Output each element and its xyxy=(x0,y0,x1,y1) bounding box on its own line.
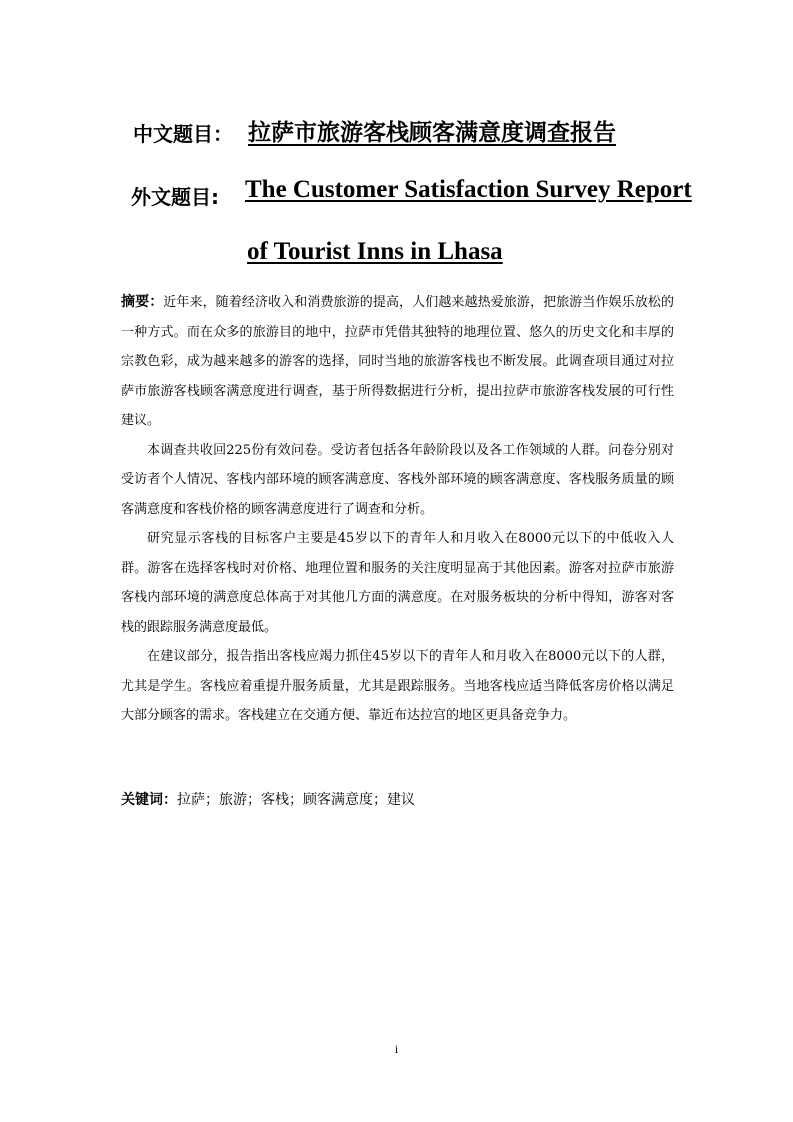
english-title-line2: of Tourist Inns in Lhasa xyxy=(247,238,503,265)
chinese-title-row xyxy=(0,114,793,148)
english-title-row-2 xyxy=(0,238,793,272)
chinese-title: 拉萨市旅游客栈顾客满意度调查报告 xyxy=(248,120,616,146)
keywords-text: 拉萨；旅游；客栈；顾客满意度；建议 xyxy=(177,792,415,808)
page-number: i xyxy=(394,1042,399,1056)
keywords-label: 关键词： xyxy=(121,792,177,808)
keywords xyxy=(121,788,415,812)
abstract-paragraph-2: 本调查共收回225份有效问卷。受访者包括各年龄阶段以及各工作领域的人群。问卷分别对受访者个人情况、客栈内部环境的顾客满意度、客栈外部环境的顾客满意度、客栈服务质量的顾客满意度和客栈价格的顾客满意度进行了调查和分析。 xyxy=(121,442,674,517)
abstract-paragraph-1 xyxy=(121,288,674,436)
abstract-paragraph-3: 研究显示客栈的目标客户主要是45岁以下的青年人和月收入在8000元以下的中低收入人群。游客在选择客栈时对价格、地理位置和服务的关注度明显高于其他因素。游客对拉萨市旅游客栈内部环境的满意度总体高于对其他几方面的满意度。在对服务板块的分析中得知，游客对客栈的跟踪服务满意度最低。 xyxy=(121,531,674,635)
abstract xyxy=(121,288,674,731)
english-title-label: 外文题目: xyxy=(131,185,219,209)
english-title-row xyxy=(0,176,793,210)
abstract-paragraph-4: 在建议部分，报告指出客栈应竭力抓住45岁以下的青年人和月收入在8000元以下的人群，尤其是学生。客栈应着重提升服务质量，尤其是跟踪服务。当地客栈应适当降低客房价格以满足大部分顾客的需求。客栈建立在交通方便、靠近布达拉宫的地区更具备竞争力。 xyxy=(121,649,674,723)
abstract-text-1: 近年来，随着经济收入和消费旅游的提高，人们越来越热爱旅游，把旅游当作娱乐放松的一种方式。而在众多的旅游目的地中，拉萨市凭借其独特的地理位置、悠久的历史文化和丰厚的宗教色彩，成为越来越多的游客的选择，同时当地的旅游客栈也不断发展。此调查项目通过对拉萨市旅游客栈顾客满意度进行调查，基于所得数据进行分析，提出拉萨市旅游客栈发展的可行性建议。 xyxy=(121,295,674,428)
chinese-title-label: 中文题目： xyxy=(133,122,233,146)
abstract-label: 摘要： xyxy=(121,294,164,310)
english-title-line1: The Customer Satisfaction Survey Report xyxy=(245,176,692,203)
